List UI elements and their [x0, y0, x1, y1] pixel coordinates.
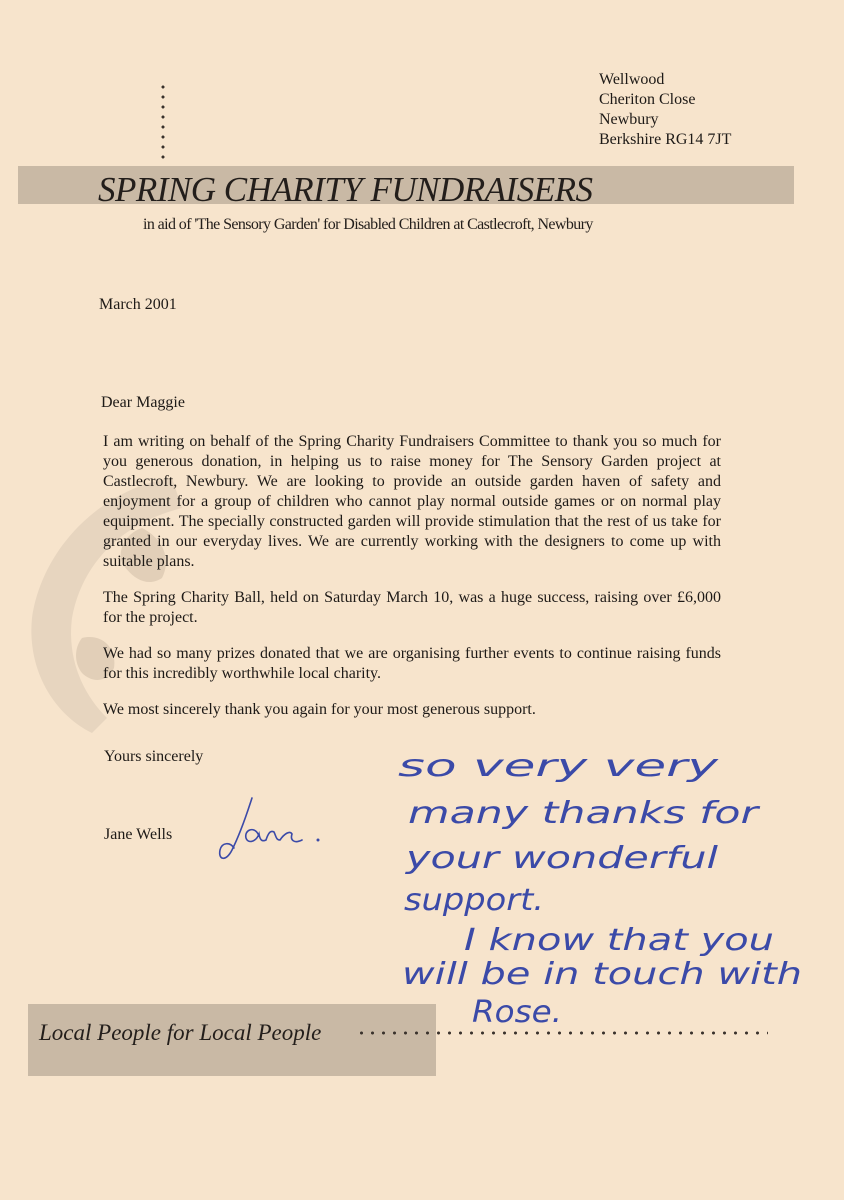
note-line: your wonderful [404, 841, 719, 876]
note-line: Rose. [472, 995, 562, 1030]
address-line: Wellwood [599, 71, 665, 88]
body-paragraph: The Spring Charity Ball, held on Saturday March 10, was a huge success, raising over £6,000 for the project. [103, 589, 721, 626]
letter-date: March 2001 [99, 296, 177, 313]
note-line: will be in touch with [402, 957, 802, 992]
letterhead-title: SPRING CHARITY FUNDRAISERS [98, 170, 593, 209]
note-line: support. [404, 883, 544, 918]
note-line: so very very [398, 749, 721, 784]
letter-closing: Yours sincerely [104, 748, 204, 765]
address-line: Newbury [599, 111, 659, 128]
letter-body [103, 432, 721, 736]
vertical-dot-divider [161, 82, 165, 164]
handwritten-note [398, 748, 828, 1038]
letterhead-subtitle: in aid of 'The Sensory Garden' for Disabled Children at Castlecroft, Newbury [143, 216, 593, 233]
address-line: Cheriton Close [599, 91, 696, 108]
address-line: Berkshire RG14 7JT [599, 131, 732, 148]
signatory-name: Jane Wells [104, 826, 173, 843]
body-paragraph: I am writing on behalf of the Spring Charity Fundraisers Committee to thank you so much for you generous donation, in helping us to raise money for The Sensory Garden project at Castlecroft, Newbury. We are looking to provide an outside garden haven of safety and enjoyment for a group of children who cannot play normal outside games or on normal play equipment. The specially constructed garden will provide stimulation that the rest of us take for granted in our everyday lives. We are currently working with the designers to come up with suitable plans. [103, 433, 721, 570]
letter-salutation: Dear Maggie [101, 394, 185, 411]
signature-text: Jane. [216, 868, 219, 869]
footer-slogan: Local People for Local People [39, 1020, 322, 1045]
body-paragraph: We most sincerely thank you again for your most generous support. [103, 701, 536, 718]
body-paragraph: We had so many prizes donated that we are organising further events to continue raising funds for this incredibly worthwhile local charity. [103, 645, 721, 682]
sender-address [599, 70, 731, 150]
note-line: I know that you [464, 923, 774, 958]
horizontal-dot-divider [356, 1030, 768, 1036]
handwritten-signature [214, 790, 334, 870]
note-line: many thanks for [408, 796, 761, 831]
